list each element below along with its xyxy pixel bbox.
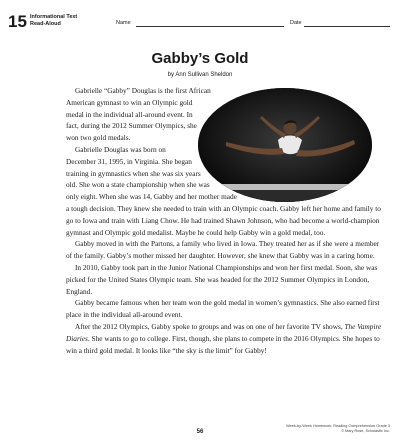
worksheet-header	[8, 12, 392, 34]
lesson-number: 15	[8, 12, 27, 31]
article-byline: by Ann Sullivan Sheldon	[167, 72, 233, 78]
name-field[interactable]	[136, 26, 284, 27]
paragraph-2: Gabrielle Douglas was born on December 31, 1995, in Virginia. She began training in gymnastics when she was six years old. She won a state championship when she was only eight. When she was 14, Gabby and her mother made a tough decision. They knew she needed to train with an Olympic coach. Gabby left her home and family to go to Iowa and train with Liang Chow. He had trained Shawn Johnson, who had become a world-champion gymnast and Olympic gold medalist. Maybe he could help Gabby win a gold medal, too.	[66, 144, 381, 237]
date-field[interactable]	[304, 26, 390, 27]
paragraph-1: Gabrielle “Gabby” Douglas is the first African American gymnast to win an Olympic gold medal in the individual all-around event. In fact, during the 2012 Summer Olympics, she won two gold medals.	[66, 86, 211, 143]
name-label: Name	[116, 20, 131, 26]
article-body	[66, 85, 384, 356]
lesson-type-line2: Read-Aloud	[30, 20, 61, 27]
article-title: Gabby’s Gold	[151, 50, 249, 67]
tv-show-title: The Vampire Diaries	[66, 321, 382, 343]
footer-credit	[286, 424, 390, 434]
paragraph-3: Gabby moved in with the Partons, a family who lived in Iowa. They treated her as if she were a member of the family. Gabby’s mother missed her daughter. However, she knew that Gabby was in a caring home.	[66, 239, 380, 261]
page-number: 56	[196, 429, 204, 435]
lesson-type-line1: Informational Text	[30, 14, 78, 20]
paragraph-6	[66, 321, 384, 356]
paragraph-6-start: After the 2012 Olympics, Gabby spoke to groups and was on one of her favorite TV shows,	[75, 321, 345, 331]
date-label: Date	[290, 20, 302, 26]
paragraph-4: In 2010, Gabby took part in the Junior National Championships and won her first medal. Soon, she was picked for the United States Olympic team. She was headed for the 2012 Summer Olympics in London, England.	[66, 262, 378, 296]
footer-credit-line2: © Mary Rose, Scholastic Inc.	[341, 429, 390, 433]
paragraph-6-end: . She wants to go to college. First, though, she plans to compete in the 2016 Olympics. She hopes to win a third gold medal. It looks like “the sky is the limit” for Gabby!	[66, 333, 380, 355]
paragraph-5: Gabby became famous when her team won the gold medal in women’s gymnastics. She also earned first place in the individual all-around event.	[66, 298, 380, 320]
footer-credit-line1: Week-by-Week Homework: Reading Comprehension Grade 3	[286, 424, 390, 428]
lesson-type	[30, 14, 77, 27]
photo-wrap-spacer	[190, 85, 384, 208]
